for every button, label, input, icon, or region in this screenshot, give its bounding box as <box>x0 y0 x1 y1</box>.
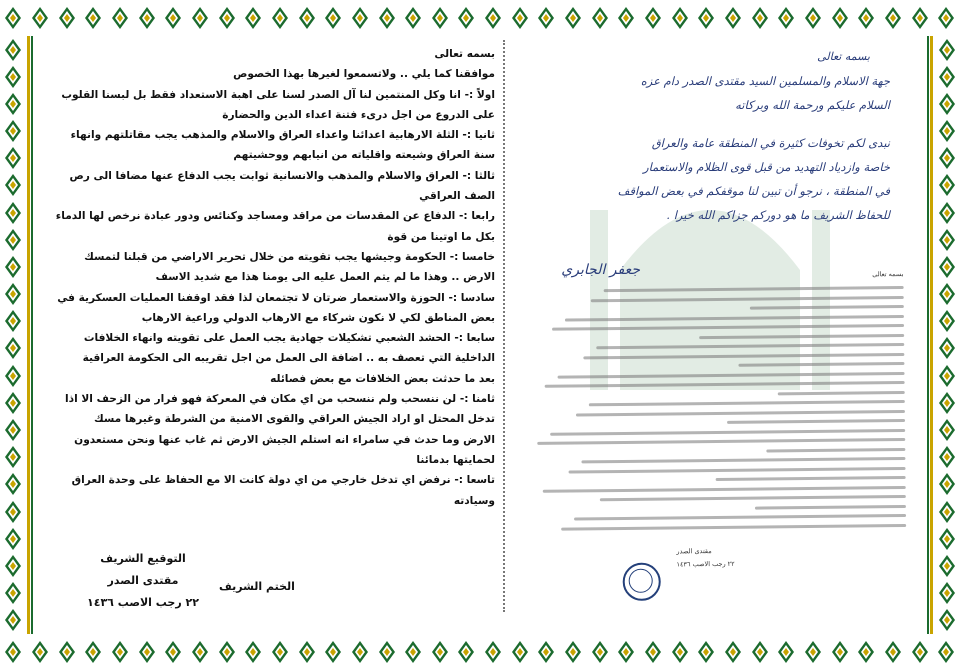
border-ornament-icon <box>244 6 262 30</box>
border-ornament-icon <box>884 640 902 664</box>
signature-label: التوقيع الشريف <box>100 552 186 565</box>
border-ornament-icon <box>938 608 956 632</box>
statement-item-line: سنة العراق وشيعته واقلياته من انيابهم ووحشيتهم <box>233 149 495 162</box>
border-ornament-icon <box>4 201 22 225</box>
border-ornament-icon <box>4 554 22 578</box>
statement-item-line: سابعا :- الحشد الشعبي تشكيلات جهادية يجب العمل على تقويته وانهاء الخلافات <box>83 332 495 345</box>
border-ornament-icon <box>164 6 182 30</box>
border-ornament-icon <box>351 6 369 30</box>
statement-item-line: ثالثا :- العراق والاسلام والمذهب والانسانية ثوابت يجب الدفاع عنها مضافا الى رص <box>69 169 495 182</box>
border-ornament-icon <box>4 445 22 469</box>
border-ornament-icon <box>884 6 902 30</box>
statement-item-line: تدخل المحتل او اراد الجيش العراقي والقوى الامنية من الشرطة وغيرها مسك <box>94 413 495 426</box>
border-ornament-icon <box>911 6 929 30</box>
border-ornament-icon <box>777 6 795 30</box>
embedded-text-line <box>558 372 905 379</box>
embedded-text-line <box>766 448 905 452</box>
statement-item-line: ثانيا :- الثلة الارهابية اعدائنا واعداء العراق والاسلام والمذهب يجب مقاتلتهم وانهاء <box>70 129 495 142</box>
statement-item-line: بعض المناطق لكي لا نكون شركاء مع الارهاب الدولي وراعية الارهاب <box>141 311 495 324</box>
border-right <box>934 36 960 634</box>
border-ornament-icon <box>4 364 22 388</box>
border-ornament-icon <box>84 640 102 664</box>
border-ornament-icon <box>4 119 22 143</box>
embedded-seal-stamp <box>623 563 661 601</box>
statement-item-line: رابعا :- الدفاع عن المقدسات من مراقد ومساجد وكنائس ودور عبادة نرخص لها الدماء <box>55 210 495 223</box>
embedded-signatory: مقتدى الصدر <box>676 547 712 556</box>
statement-item-line: اولاً :- انا وكل المنتمين لنا آل الصدر لسنا على اهبة الاستعداد فقط بل لبسنا القلوب <box>61 88 495 101</box>
border-ornament-icon <box>857 640 875 664</box>
statement-item-line: وسيادته <box>453 494 495 507</box>
border-ornament-icon <box>938 228 956 252</box>
border-ornament-icon <box>938 336 956 360</box>
border-ornament-icon <box>4 472 22 496</box>
border-ornament-icon <box>4 6 22 30</box>
border-ornament-icon <box>938 65 956 89</box>
embedded-text-line <box>581 457 905 463</box>
border-ornament-icon <box>938 38 956 62</box>
border-ornament-icon <box>537 6 555 30</box>
border-ornament-icon <box>724 6 742 30</box>
border-ornament-icon <box>4 309 22 333</box>
border-ornament-icon <box>804 6 822 30</box>
border-ornament-icon <box>218 6 236 30</box>
border-ornament-icon <box>4 527 22 551</box>
statement-item-line: الصف العراقي <box>419 190 495 203</box>
border-ornament-icon <box>4 581 22 605</box>
border-ornament-icon <box>697 640 715 664</box>
border-ornament-icon <box>724 640 742 664</box>
border-ornament-icon <box>938 146 956 170</box>
border-ornament-icon <box>138 6 156 30</box>
embedded-text-line <box>543 486 906 493</box>
embedded-text-line <box>727 419 905 424</box>
border-ornament-icon <box>857 6 875 30</box>
border-left <box>0 36 26 634</box>
border-ornament-icon <box>4 255 22 279</box>
statement-item-line: خامسا :- الحكومة وجيشها يجب تقويته من خلال تحرير الاراضي من قبلنا لتمسك <box>84 250 495 263</box>
border-ornament-icon <box>484 640 502 664</box>
embedded-text-line <box>552 324 904 331</box>
handwritten-line: نبدى لكم تخوفات كثيرة في المنطقة عامة والعراق <box>651 136 890 150</box>
handwritten-line: للحفاظ الشريف ما هو دوركم جزاكم الله خيرا . <box>666 208 890 222</box>
border-ornament-icon <box>4 38 22 62</box>
border-gold-right <box>930 36 933 634</box>
border-ornament-icon <box>404 6 422 30</box>
signature-date: ٢٢ رجب الاصب ١٤٣٦ <box>87 596 199 609</box>
border-ornament-icon <box>697 6 715 30</box>
border-ornament-icon <box>111 6 129 30</box>
border-ornament-icon <box>298 640 316 664</box>
border-ornament-icon <box>4 391 22 415</box>
border-ornament-icon <box>751 6 769 30</box>
embedded-text-line <box>750 305 904 310</box>
statement-item-line: لحمايتها بدمائنا <box>416 453 495 466</box>
border-ornament-icon <box>591 6 609 30</box>
border-ornament-icon <box>4 92 22 116</box>
typed-statement <box>40 44 495 507</box>
embedded-text-line <box>537 438 905 445</box>
border-ornament-icon <box>937 6 955 30</box>
border-ornament-icon <box>938 527 956 551</box>
border-ornament-icon <box>457 6 475 30</box>
embedded-text-line <box>716 476 906 481</box>
border-ornament-icon <box>937 640 955 664</box>
border-ornament-icon <box>404 640 422 664</box>
statement-item-line: بعد ما حدثت بعض الخلافات مع بعض فصائله <box>270 372 495 385</box>
embedded-text-line <box>604 286 904 292</box>
border-ornament-icon <box>564 6 582 30</box>
border-ornament-icon <box>591 640 609 664</box>
embedded-text-line <box>755 505 906 510</box>
border-ornament-icon <box>4 608 22 632</box>
handwritten-title: بسمه تعالى <box>817 50 870 63</box>
embedded-text-line <box>574 514 906 520</box>
embedded-text-line <box>600 495 906 501</box>
embedded-text-line <box>550 429 905 436</box>
embedded-text-line <box>778 391 905 395</box>
border-ornament-icon <box>4 173 22 197</box>
border-ornament-icon <box>484 6 502 30</box>
border-ornament-icon <box>4 336 22 360</box>
border-ornament-icon <box>617 6 635 30</box>
embedded-text-line <box>576 410 905 416</box>
statement-item-line: الارض .. وهذا ما لم يتم العمل عليه الى يومنا هذا مع شديد الاسف <box>155 271 495 284</box>
border-ornament-icon <box>457 640 475 664</box>
embedded-text-line <box>596 343 904 349</box>
border-ornament-icon <box>111 640 129 664</box>
border-ornament-icon <box>31 6 49 30</box>
border-ornament-icon <box>4 500 22 524</box>
border-ornament-icon <box>84 6 102 30</box>
border-ornament-icon <box>4 418 22 442</box>
signatory-name: مقتدى الصدر <box>107 574 179 587</box>
embedded-text-line <box>583 353 904 359</box>
page-divider <box>503 40 505 612</box>
border-ornament-icon <box>938 418 956 442</box>
statement-items <box>40 85 495 511</box>
statement-item-line: بكل ما اوتينا من قوة <box>387 230 495 243</box>
border-ornament-icon <box>751 640 769 664</box>
statement-item-line: سادسا :- الحوزة والاستعمار ضرتان لا تجتمعان لذا فقد اوقفنا العمليات العسكرية في <box>57 291 495 304</box>
border-ornament-icon <box>938 364 956 388</box>
embedded-text-line <box>561 524 906 531</box>
border-ornament-icon <box>4 146 22 170</box>
border-bottom <box>0 634 960 670</box>
border-ornament-icon <box>938 309 956 333</box>
border-ornament-icon <box>378 6 396 30</box>
border-ornament-icon <box>831 6 849 30</box>
border-ornament-icon <box>938 554 956 578</box>
border-ornament-icon <box>4 228 22 252</box>
border-ornament-icon <box>644 640 662 664</box>
border-ornament-icon <box>4 65 22 89</box>
border-ornament-icon <box>58 6 76 30</box>
border-green-left <box>31 36 33 634</box>
border-ornament-icon <box>671 6 689 30</box>
embedded-text-line <box>565 315 904 322</box>
border-ornament-icon <box>191 640 209 664</box>
embedded-text-line <box>738 362 904 367</box>
border-ornament-icon <box>324 640 342 664</box>
statement-item-line: تاسعا :- نرفض اي تدخل خارجي من اي دولة كانت الا مع الحفاظ على وحدة العراق <box>71 474 495 487</box>
border-ornament-icon <box>58 640 76 664</box>
handwritten-line: جهة الاسلام والمسلمين السيد مقتدى الصدر دام عزه <box>640 74 890 88</box>
border-ornament-icon <box>804 640 822 664</box>
embedded-title: بسمه تعالى <box>872 270 904 279</box>
border-ornament-icon <box>938 173 956 197</box>
border-ornament-icon <box>351 640 369 664</box>
border-ornament-icon <box>831 640 849 664</box>
border-ornament-icon <box>938 119 956 143</box>
border-ornament-icon <box>537 640 555 664</box>
intro-line: موافقنا كما يلي .. ولاتسمعوا لغيرها بهذا الخصوص <box>233 68 495 81</box>
border-ornament-icon <box>777 640 795 664</box>
handwritten-line: في المنطقة ، نرجو أن تبين لنا موقفكم في بعض المواقف <box>617 184 890 198</box>
border-ornament-icon <box>938 581 956 605</box>
statement-item-line: الارض وما حدث في سامراء انه استلم الجيش الارض ثم غاب عنها ونحن مستعدون <box>74 433 495 446</box>
border-ornament-icon <box>218 640 236 664</box>
border-ornament-icon <box>164 640 182 664</box>
border-ornament-icon <box>938 92 956 116</box>
statement-item-line: ثامنا :- لن ننسحب ولم ننسحب من اي مكان في المعركة فهو فرار من الزحف الا اذا <box>65 393 495 406</box>
border-ornament-icon <box>938 255 956 279</box>
border-ornament-icon <box>938 500 956 524</box>
border-ornament-icon <box>378 640 396 664</box>
border-ornament-icon <box>938 282 956 306</box>
border-ornament-icon <box>431 640 449 664</box>
border-ornament-icon <box>138 640 156 664</box>
border-ornament-icon <box>4 640 22 664</box>
border-ornament-icon <box>617 640 635 664</box>
border-ornament-icon <box>644 6 662 30</box>
border-ornament-icon <box>938 391 956 415</box>
border-ornament-icon <box>271 640 289 664</box>
border-ornament-icon <box>191 6 209 30</box>
border-ornament-icon <box>938 445 956 469</box>
border-green-right <box>927 36 929 634</box>
border-ornament-icon <box>938 472 956 496</box>
opening-line: بسمه تعالى <box>434 48 495 60</box>
signature-block <box>68 548 218 614</box>
handwritten-signature: جعفر الجابري <box>561 262 640 278</box>
statement-item-line: الداخلية التي تعصف به .. اضافة الى العمل من اجل تقريبه الى الحكومة العراقية <box>82 352 495 365</box>
border-ornament-icon <box>31 640 49 664</box>
border-ornament-icon <box>511 6 529 30</box>
embedded-text-line <box>569 467 906 474</box>
border-gold-left <box>27 36 30 634</box>
border-ornament-icon <box>938 201 956 225</box>
embedded-text-line <box>699 334 904 339</box>
handwritten-line: السلام عليكم ورحمة الله وبركاته <box>735 98 890 112</box>
border-ornament-icon <box>511 640 529 664</box>
seal-label: الختم الشريف <box>219 580 295 593</box>
border-ornament-icon <box>324 6 342 30</box>
border-top <box>0 0 960 36</box>
border-ornament-icon <box>911 640 929 664</box>
border-ornament-icon <box>244 640 262 664</box>
embedded-text-line <box>589 400 905 406</box>
border-ornament-icon <box>271 6 289 30</box>
statement-item-line: على الدروع من اجل درىء فتنة اعداء الدين والحضارة <box>222 108 495 121</box>
border-ornament-icon <box>4 282 22 306</box>
handwritten-line: خاصة وازدياد التهديد من قبل قوى الظلام والاستعمار <box>643 160 890 174</box>
embedded-text-line <box>545 381 905 388</box>
embedded-text-line <box>591 296 904 302</box>
border-ornament-icon <box>431 6 449 30</box>
embedded-date: ٢٢ رجب الاصب ١٤٣٦ <box>676 559 735 569</box>
border-ornament-icon <box>671 640 689 664</box>
border-ornament-icon <box>298 6 316 30</box>
border-ornament-icon <box>564 640 582 664</box>
embedded-statement-scan <box>523 270 906 569</box>
